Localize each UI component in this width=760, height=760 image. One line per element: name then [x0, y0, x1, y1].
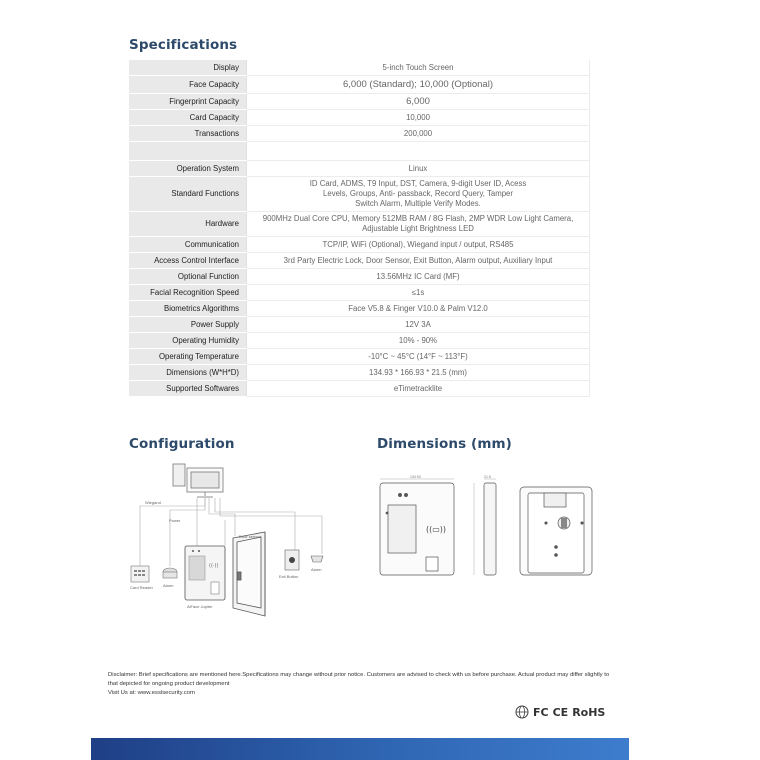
- siren-icon: [311, 556, 323, 562]
- configuration-diagram: [125, 458, 355, 618]
- spec-row: [129, 142, 590, 161]
- spec-row: [129, 177, 590, 212]
- spec-value: 13.56MHz IC Card (MF): [247, 269, 590, 285]
- face-terminal-icon: [185, 546, 225, 600]
- power-label: Power: [169, 518, 181, 523]
- spec-value: ≤1s: [247, 285, 590, 301]
- spec-key: Dimensions (W*H*D): [129, 365, 247, 381]
- wiegand-label: Wiegand: [145, 500, 161, 505]
- spec-row: [129, 333, 590, 349]
- depth-dimension-label: 21.5: [484, 475, 491, 479]
- spec-value-line: Switch Alarm, Multiple Verify Modes.: [355, 199, 481, 208]
- spec-value: eTimetracklite: [247, 381, 590, 397]
- spec-key: Fingerprint Capacity: [129, 94, 247, 110]
- spec-row: [129, 60, 590, 76]
- spec-row: [129, 285, 590, 301]
- svg-text:((·)): ((·)): [209, 563, 219, 569]
- spec-value: [247, 142, 590, 161]
- rear-view: [520, 487, 592, 575]
- spec-row: [129, 76, 590, 94]
- computer-icon: [173, 464, 223, 497]
- fc-mark: FC: [533, 705, 549, 719]
- door-icon: [233, 532, 265, 616]
- spec-value: 3rd Party Electric Lock, Door Sensor, Exit Button, Alarm output, Auxiliary Input: [247, 253, 590, 269]
- spec-row: [129, 317, 590, 333]
- spec-key: Operation System: [129, 161, 247, 177]
- spec-key: Facial Recognition Speed: [129, 285, 247, 301]
- exit-button-label: Exit Button: [279, 574, 299, 579]
- spec-key: Access Control Interface: [129, 253, 247, 269]
- spec-value-line: Adjustable Light Brightness LED: [362, 224, 474, 233]
- spec-row: [129, 237, 590, 253]
- specifications-table: [129, 60, 590, 397]
- spec-key: [129, 142, 247, 161]
- spec-value: Linux: [247, 161, 590, 177]
- dimensions-heading: Dimensions (mm): [377, 436, 512, 452]
- card-reader-icon: [131, 566, 149, 582]
- spec-value: 12V 3A: [247, 317, 590, 333]
- front-view: [380, 479, 454, 575]
- website-text: Visit Us at: www.esslsecurity.com: [108, 690, 195, 696]
- spec-value: 5-inch Touch Screen: [247, 60, 590, 76]
- spec-row: [129, 161, 590, 177]
- spec-value: 10,000: [247, 110, 590, 126]
- spec-key: Communication: [129, 237, 247, 253]
- alarm-icon: [163, 568, 177, 578]
- footer-bar: [91, 738, 629, 760]
- spec-value-line: Levels, Groups, Anti- passback, Record Query, Tamper: [323, 189, 513, 198]
- disclaimer-text: Disclaimer: Brief specifications are mentioned here.Specifications may change without prior notice. Customers are advised to check with us before purchase. Actual product may differ slightly to that depicted for ongoing product development: [108, 672, 610, 687]
- spec-value: 200,000: [247, 126, 590, 142]
- spec-key: Power Supply: [129, 317, 247, 333]
- certification-logos: [515, 703, 605, 721]
- spec-row: [129, 94, 590, 110]
- spec-key: Display: [129, 60, 247, 76]
- globe-certification-icon: [515, 705, 529, 719]
- exit-button-icon: [285, 550, 299, 570]
- spec-row: [129, 110, 590, 126]
- spec-key: Operating Humidity: [129, 333, 247, 349]
- spec-row: [129, 126, 590, 142]
- spec-value: [247, 212, 590, 237]
- spec-row: [129, 301, 590, 317]
- dimensions-drawing: [370, 475, 600, 585]
- spec-value-line: 900MHz Dual Core CPU, Memory 512MB RAM / 8G Flash, 2MP WDR Low Light Camera,: [262, 214, 574, 223]
- spec-row: [129, 349, 590, 365]
- device-label: AiFace Jupiter: [187, 604, 213, 609]
- spec-key: Supported Softwares: [129, 381, 247, 397]
- specifications-heading: Specifications: [129, 37, 238, 53]
- alarm-label: Alarm: [163, 583, 174, 588]
- rohs-mark: RoHS: [572, 705, 606, 719]
- spec-key: Hardware: [129, 212, 247, 237]
- configuration-heading: Configuration: [129, 436, 235, 452]
- spec-value: TCP/IP, WiFi (Optional), Wiegand input / output, RS485: [247, 237, 590, 253]
- spec-key: Operating Temperature: [129, 349, 247, 365]
- siren-label: Alarm: [311, 567, 322, 572]
- spec-value: -10°C ~ 45°C (14°F ~ 113°F): [247, 349, 590, 365]
- door-sensor-label: Door sensor: [239, 534, 261, 539]
- spec-key: Standard Functions: [129, 177, 247, 212]
- spec-row: [129, 365, 590, 381]
- card-reader-label: Card Reader: [130, 585, 153, 590]
- spec-value: 6,000 (Standard); 10,000 (Optional): [247, 76, 590, 94]
- spec-row: [129, 269, 590, 285]
- spec-row: [129, 381, 590, 397]
- spec-key: Biometrics Algorithms: [129, 301, 247, 317]
- side-view: [474, 479, 496, 575]
- svg-text:((▭)): ((▭)): [426, 525, 447, 534]
- spec-key: Transactions: [129, 126, 247, 142]
- spec-row: [129, 212, 590, 237]
- width-dimension-label: 134.93: [410, 475, 421, 479]
- spec-key: Optional Function: [129, 269, 247, 285]
- spec-value: Face V5.8 & Finger V10.0 & Palm V12.0: [247, 301, 590, 317]
- spec-row: [129, 253, 590, 269]
- spec-value: 6,000: [247, 94, 590, 110]
- spec-value: 134.93 * 166.93 * 21.5 (mm): [247, 365, 590, 381]
- spec-key: Face Capacity: [129, 76, 247, 94]
- ce-mark: CE: [552, 705, 569, 719]
- spec-value: 10% - 90%: [247, 333, 590, 349]
- spec-value: [247, 177, 590, 212]
- spec-value-line: ID Card, ADMS, T9 Input, DST, Camera, 9-digit User ID, Acess: [309, 179, 527, 188]
- spec-key: Card Capacity: [129, 110, 247, 126]
